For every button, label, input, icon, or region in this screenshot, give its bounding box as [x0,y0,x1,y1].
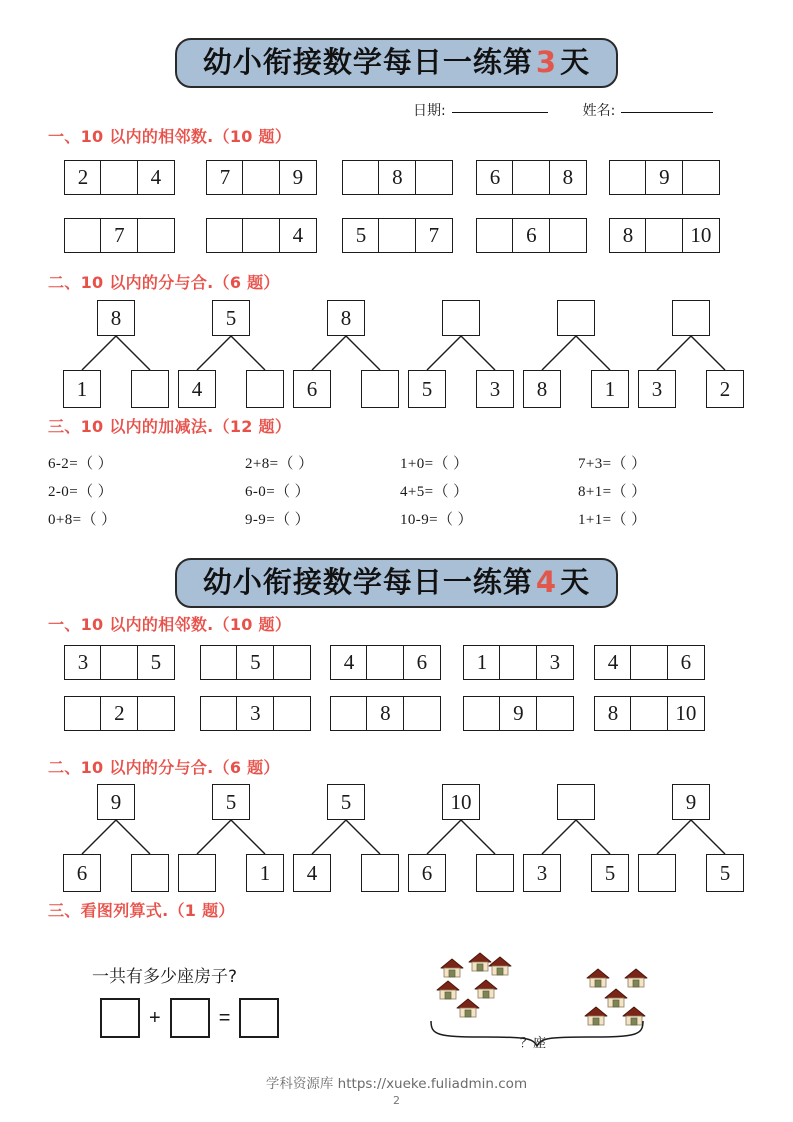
worksheet-title-banner-day4 [0,558,793,608]
neighbor-group [64,218,175,253]
tree-top-box[interactable]: 5 [327,784,365,820]
answer-slot[interactable]: （ ） [278,456,314,472]
house-group-right [585,969,647,1025]
neighbor-cell[interactable] [403,696,441,731]
neighbor-cell[interactable]: 2 [64,160,102,195]
answer-slot[interactable]: （ ） [433,456,469,472]
date-input-rule[interactable] [452,112,548,113]
expression: 4+5= [400,484,434,500]
decompose-tree [63,300,171,408]
tree-top-box[interactable]: 9 [97,784,135,820]
tree-top-box[interactable]: 9 [672,784,710,820]
answer-slot[interactable]: （ ） [433,484,469,500]
arithmetic-problem[interactable] [578,480,646,501]
expression: 0+8= [48,512,82,528]
plus-sign: + [149,1007,161,1029]
neighbor-cell[interactable]: 3 [536,645,574,680]
tree-right-box[interactable]: 5 [706,854,744,892]
arithmetic-problem[interactable] [48,480,113,501]
neighbor-cell[interactable] [64,696,102,731]
expression: 10-9= [400,512,438,528]
tree-right-box[interactable]: 1 [246,854,284,892]
neighbor-cell[interactable]: 6 [512,218,550,253]
neighbor-group [594,696,705,731]
decompose-tree [293,300,401,408]
expression: 8+1= [578,484,612,500]
tree-left-box[interactable]: 3 [523,854,561,892]
tree-left-box[interactable]: 8 [523,370,561,408]
neighbor-group [609,218,720,253]
neighbor-cell[interactable]: 4 [137,160,175,195]
neighbor-cell[interactable] [100,160,138,195]
neighbor-group [342,160,453,195]
equation-addend1-box[interactable] [100,998,140,1038]
neighbor-cell[interactable] [512,160,550,195]
tree-top-box[interactable]: 5 [212,784,250,820]
neighbor-group [476,218,587,253]
expression: 6-0= [245,484,276,500]
day-number: 4 [535,565,558,599]
neighbor-group [463,645,574,680]
tree-left-box[interactable]: 5 [408,370,446,408]
neighbor-cell[interactable]: 7 [415,218,453,253]
neighbor-group [476,160,587,195]
answer-slot[interactable]: （ ） [81,512,117,528]
expression: 1+1= [578,512,612,528]
neighbor-cell[interactable] [273,696,311,731]
neighbor-cell[interactable] [536,696,574,731]
neighbor-cell[interactable]: 8 [609,218,647,253]
neighbor-cell[interactable] [366,645,404,680]
section-heading-day4-decompose: 二、10 以内的分与合.（6 题） [48,758,280,777]
answer-slot[interactable]: （ ） [78,456,114,472]
title-suffix: 天 [560,565,591,599]
arithmetic-problem[interactable] [48,452,113,473]
neighbor-cell[interactable]: 9 [279,160,317,195]
neighbor-cell[interactable] [137,696,175,731]
neighbor-cell[interactable]: 6 [403,645,441,680]
tree-left-box[interactable]: 6 [293,370,331,408]
tree-right-box[interactable] [131,370,169,408]
neighbor-cell[interactable] [242,160,280,195]
equals-sign: = [218,1007,231,1029]
tree-left-box[interactable] [638,854,676,892]
arithmetic-problem[interactable] [245,508,310,529]
equation-result-box[interactable] [239,998,279,1038]
expression: 2+8= [245,456,279,472]
neighbor-group [206,160,317,195]
neighbor-cell[interactable]: 3 [236,696,274,731]
name-input-rule[interactable] [621,112,713,113]
neighbor-cell[interactable]: 8 [378,160,416,195]
tree-left-box[interactable]: 1 [63,370,101,408]
tree-right-box[interactable] [361,370,399,408]
neighbor-cell[interactable]: 5 [137,645,175,680]
neighbor-cell[interactable] [645,218,683,253]
houses-svg [425,945,715,1060]
expression: 9-9= [245,512,276,528]
neighbor-cell[interactable]: 8 [594,696,632,731]
tree-left-box[interactable]: 3 [638,370,676,408]
neighbor-cell[interactable] [499,645,537,680]
neighbor-cell[interactable]: 10 [667,696,705,731]
neighbor-group [206,218,317,253]
neighbor-group [200,645,311,680]
neighbor-cell[interactable] [378,218,416,253]
decompose-tree [638,784,746,892]
neighbor-group [594,645,705,680]
neighbor-cell[interactable] [630,645,668,680]
neighbor-cell[interactable]: 4 [594,645,632,680]
neighbor-cell[interactable]: 4 [279,218,317,253]
answer-slot[interactable]: （ ） [611,456,647,472]
tree-left-box[interactable]: 4 [178,370,216,408]
arithmetic-problem[interactable] [400,452,468,473]
section-heading-day4-neighbors: 一、10 以内的相邻数.（10 题） [48,615,292,634]
arithmetic-problem[interactable] [245,480,310,501]
neighbor-cell[interactable]: 9 [645,160,683,195]
expression: 7+3= [578,456,612,472]
date-label: 日期: [413,103,446,119]
tree-left-box[interactable]: 6 [63,854,101,892]
picture-question-text: 一共有多少座房子? [92,967,238,987]
neighbor-cell[interactable] [206,218,244,253]
neighbor-cell[interactable] [609,160,647,195]
tree-left-box[interactable]: 4 [293,854,331,892]
neighbor-cell[interactable]: 8 [366,696,404,731]
tree-right-box[interactable]: 1 [591,370,629,408]
neighbor-cell[interactable] [242,218,280,253]
neighbor-cell[interactable] [200,645,238,680]
tree-top-box[interactable]: 5 [212,300,250,336]
title-banner [175,558,618,608]
section-heading-day3-arithmetic: 三、10 以内的加减法.（12 题） [48,417,292,436]
tree-top-box[interactable]: 8 [327,300,365,336]
page-number: 2 [393,1094,400,1107]
neighbor-cell[interactable]: 9 [499,696,537,731]
answer-slot[interactable]: （ ） [437,512,473,528]
neighbor-group [64,645,175,680]
neighbor-cell[interactable]: 5 [342,218,380,253]
title-suffix: 天 [560,45,591,79]
decompose-tree [638,300,746,408]
neighbor-group [200,696,311,731]
neighbor-group [330,645,441,680]
neighbor-group [64,696,175,731]
title-text: 幼小衔接数学每日一练第 [202,565,533,599]
decompose-tree [408,784,516,892]
answer-slot[interactable]: （ ） [78,484,114,500]
neighbor-group [609,160,720,195]
neighbor-cell[interactable] [100,645,138,680]
tree-right-box[interactable] [131,854,169,892]
tree-left-box[interactable] [178,854,216,892]
name-label: 姓名: [582,103,616,119]
neighbor-cell[interactable]: 1 [463,645,501,680]
decompose-tree [523,300,631,408]
tree-right-box[interactable]: 2 [706,370,744,408]
expression: 2-0= [48,484,79,500]
neighbor-cell[interactable] [463,696,501,731]
title-text: 幼小衔接数学每日一练第 [202,45,533,79]
neighbor-cell[interactable]: 7 [100,218,138,253]
neighbor-cell[interactable] [137,218,175,253]
neighbor-cell[interactable] [415,160,453,195]
worksheet-title-banner-day3 [0,38,793,88]
neighbor-cell[interactable] [630,696,668,731]
tree-right-box[interactable] [361,854,399,892]
tree-right-box[interactable]: 3 [476,370,514,408]
section-heading-day3-decompose: 二、10 以内的分与合.（6 题） [48,273,280,292]
neighbor-cell[interactable] [273,645,311,680]
answer-slot[interactable]: （ ） [611,512,647,528]
neighbor-cell[interactable]: 10 [682,218,720,253]
arithmetic-problem[interactable] [400,480,468,501]
equation-addend2-box[interactable] [170,998,210,1038]
decompose-tree [293,784,401,892]
section-heading-day3-neighbors: 一、10 以内的相邻数.（10 题） [48,127,292,146]
neighbor-cell[interactable] [64,218,102,253]
section-heading-day4-picture: 三、看图列算式.（1 题） [48,901,235,920]
house-group-left [437,953,511,1017]
neighbor-group [342,218,453,253]
footer-source: 学科资源库 https://xueke.fuliadmin.com [265,1076,528,1092]
arithmetic-problem[interactable] [245,452,313,473]
neighbor-cell[interactable]: 6 [476,160,514,195]
neighbor-cell[interactable]: 3 [64,645,102,680]
arithmetic-problem[interactable] [400,508,473,529]
neighbor-cell[interactable] [549,218,587,253]
tree-right-box[interactable] [246,370,284,408]
answer-slot[interactable]: （ ） [611,484,647,500]
houses-illustration [425,945,715,1065]
decompose-tree [408,300,516,408]
picture-equation-row [100,998,279,1038]
neighbor-group [463,696,574,731]
tree-right-box[interactable] [476,854,514,892]
neighbor-cell[interactable] [682,160,720,195]
tree-top-box[interactable]: 8 [97,300,135,336]
title-banner [175,38,618,88]
date-name-line [413,100,717,120]
neighbor-cell[interactable]: 7 [206,160,244,195]
neighbor-cell[interactable]: 4 [330,645,368,680]
neighbor-cell[interactable] [342,160,380,195]
neighbor-group [330,696,441,731]
decompose-tree [178,784,286,892]
tree-top-box[interactable]: 10 [442,784,480,820]
neighbor-cell[interactable]: 8 [549,160,587,195]
answer-slot[interactable]: （ ） [275,484,311,500]
day-number: 3 [535,45,558,79]
brace-question-label: ？座 [520,1036,547,1051]
neighbor-cell[interactable] [476,218,514,253]
expression: 1+0= [400,456,434,472]
tree-left-box[interactable]: 6 [408,854,446,892]
decompose-tree [178,300,286,408]
neighbor-cell[interactable]: 2 [100,696,138,731]
decompose-tree [523,784,631,892]
decompose-tree [63,784,171,892]
neighbor-cell[interactable]: 5 [236,645,274,680]
answer-slot[interactable]: （ ） [275,512,311,528]
expression: 6-2= [48,456,79,472]
arithmetic-problem[interactable] [48,508,116,529]
neighbor-cell[interactable] [200,696,238,731]
arithmetic-problem[interactable] [578,452,646,473]
neighbor-group [64,160,175,195]
neighbor-cell[interactable]: 6 [667,645,705,680]
neighbor-cell[interactable] [330,696,368,731]
tree-right-box[interactable]: 5 [591,854,629,892]
arithmetic-problem[interactable] [578,508,646,529]
